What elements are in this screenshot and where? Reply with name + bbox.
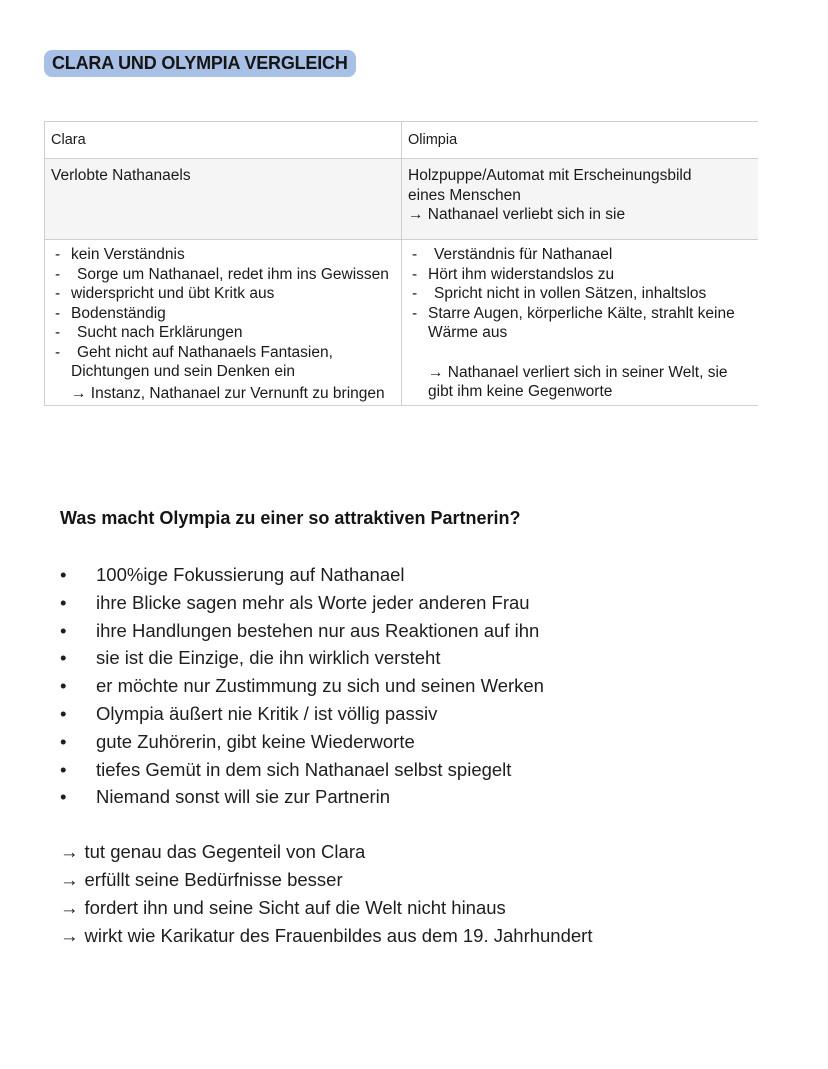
arrow-icon: → [60, 897, 79, 918]
bullet-list [60, 561, 544, 811]
column-header-clara: Clara [45, 122, 402, 159]
list-item: - Bodenständig [51, 304, 395, 324]
olimpia-conclusion: → Nathanael verliert sich in seiner Welt, sie gibt ihm keine Gegenworte [428, 363, 728, 400]
list-item: → tut genau das Gegenteil von Clara [60, 841, 366, 862]
section-heading: Was macht Olympia zu einer so attraktiven Partnerin? [60, 508, 521, 528]
list-item: • sie ist die Einzige, die ihn wirklich versteht [60, 644, 544, 672]
cell-line: → Nathanael verliebt sich in sie [408, 206, 626, 223]
list-item: • ihre Handlungen bestehen nur aus Reaktionen auf ihn [60, 617, 544, 645]
list-item: → erfüllt seine Bedürfnisse besser [60, 869, 343, 890]
arrow-icon: → [60, 841, 79, 862]
table-header-row [45, 122, 759, 159]
conclusion-list [60, 838, 592, 950]
list-item: - Hört ihm widerstandslos zu [408, 265, 752, 285]
column-header-olimpia: Olimpia [402, 122, 759, 159]
cell-olimpia-traits [402, 240, 759, 406]
list-item: • Niemand sonst will sie zur Partnerin [60, 783, 544, 811]
cell-clara-role: Verlobte Nathanaels [45, 159, 402, 240]
list-item: - Verständnis für Nathanael [408, 245, 752, 265]
cell-line: eines Menschen [408, 186, 521, 204]
list-item: - Sucht nach Erklärungen [51, 323, 395, 343]
list-item: - Sorge um Nathanael, redet ihm ins Gewissen [51, 265, 395, 285]
cell-clara-traits [45, 240, 402, 406]
arrow-icon: → [60, 869, 79, 890]
list-item: • Olympia äußert nie Kritik / ist völlig passiv [60, 700, 544, 728]
list-item: - widerspricht und übt Kritk aus [51, 284, 395, 304]
list-item: • er möchte nur Zustimmung zu sich und seinen Werken [60, 672, 544, 700]
comparison-table [44, 121, 758, 406]
list-item: - kein Verständnis [51, 245, 395, 265]
list-item: - Starre Augen, körperliche Kälte, strahlt keine Wärme aus [408, 304, 752, 343]
page-title: CLARA UND OLYMPIA VERGLEICH [44, 50, 356, 77]
list-item: • tiefes Gemüt in dem sich Nathanael selbst spiegelt [60, 756, 544, 784]
table-row [45, 159, 759, 240]
list-item: - Spricht nicht in vollen Sätzen, inhaltslos [408, 284, 752, 304]
list-item: → fordert ihn und seine Sicht auf die Welt nicht hinaus [60, 897, 506, 918]
arrow-icon: → [60, 925, 79, 946]
list-item: → wirkt wie Karikatur des Frauenbildes aus dem 19. Jahrhundert [60, 925, 593, 946]
list-item: - Geht nicht auf Nathanaels Fantasien, Dichtungen und sein Denken ein [51, 343, 395, 382]
list-item: • 100%ige Fokussierung auf Nathanael [60, 561, 544, 589]
cell-line: Holzpuppe/Automat mit Erscheinungsbild [408, 167, 692, 184]
clara-conclusion: → Instanz, Nathanael zur Vernunft zu bringen [71, 384, 385, 402]
list-item: • gute Zuhörerin, gibt keine Wiederworte [60, 728, 544, 756]
clara-trait-list [51, 245, 395, 382]
cell-olimpia-role [402, 159, 759, 240]
olimpia-trait-list [408, 245, 752, 343]
table-row [45, 240, 759, 406]
list-item: • ihre Blicke sagen mehr als Worte jeder anderen Frau [60, 589, 544, 617]
